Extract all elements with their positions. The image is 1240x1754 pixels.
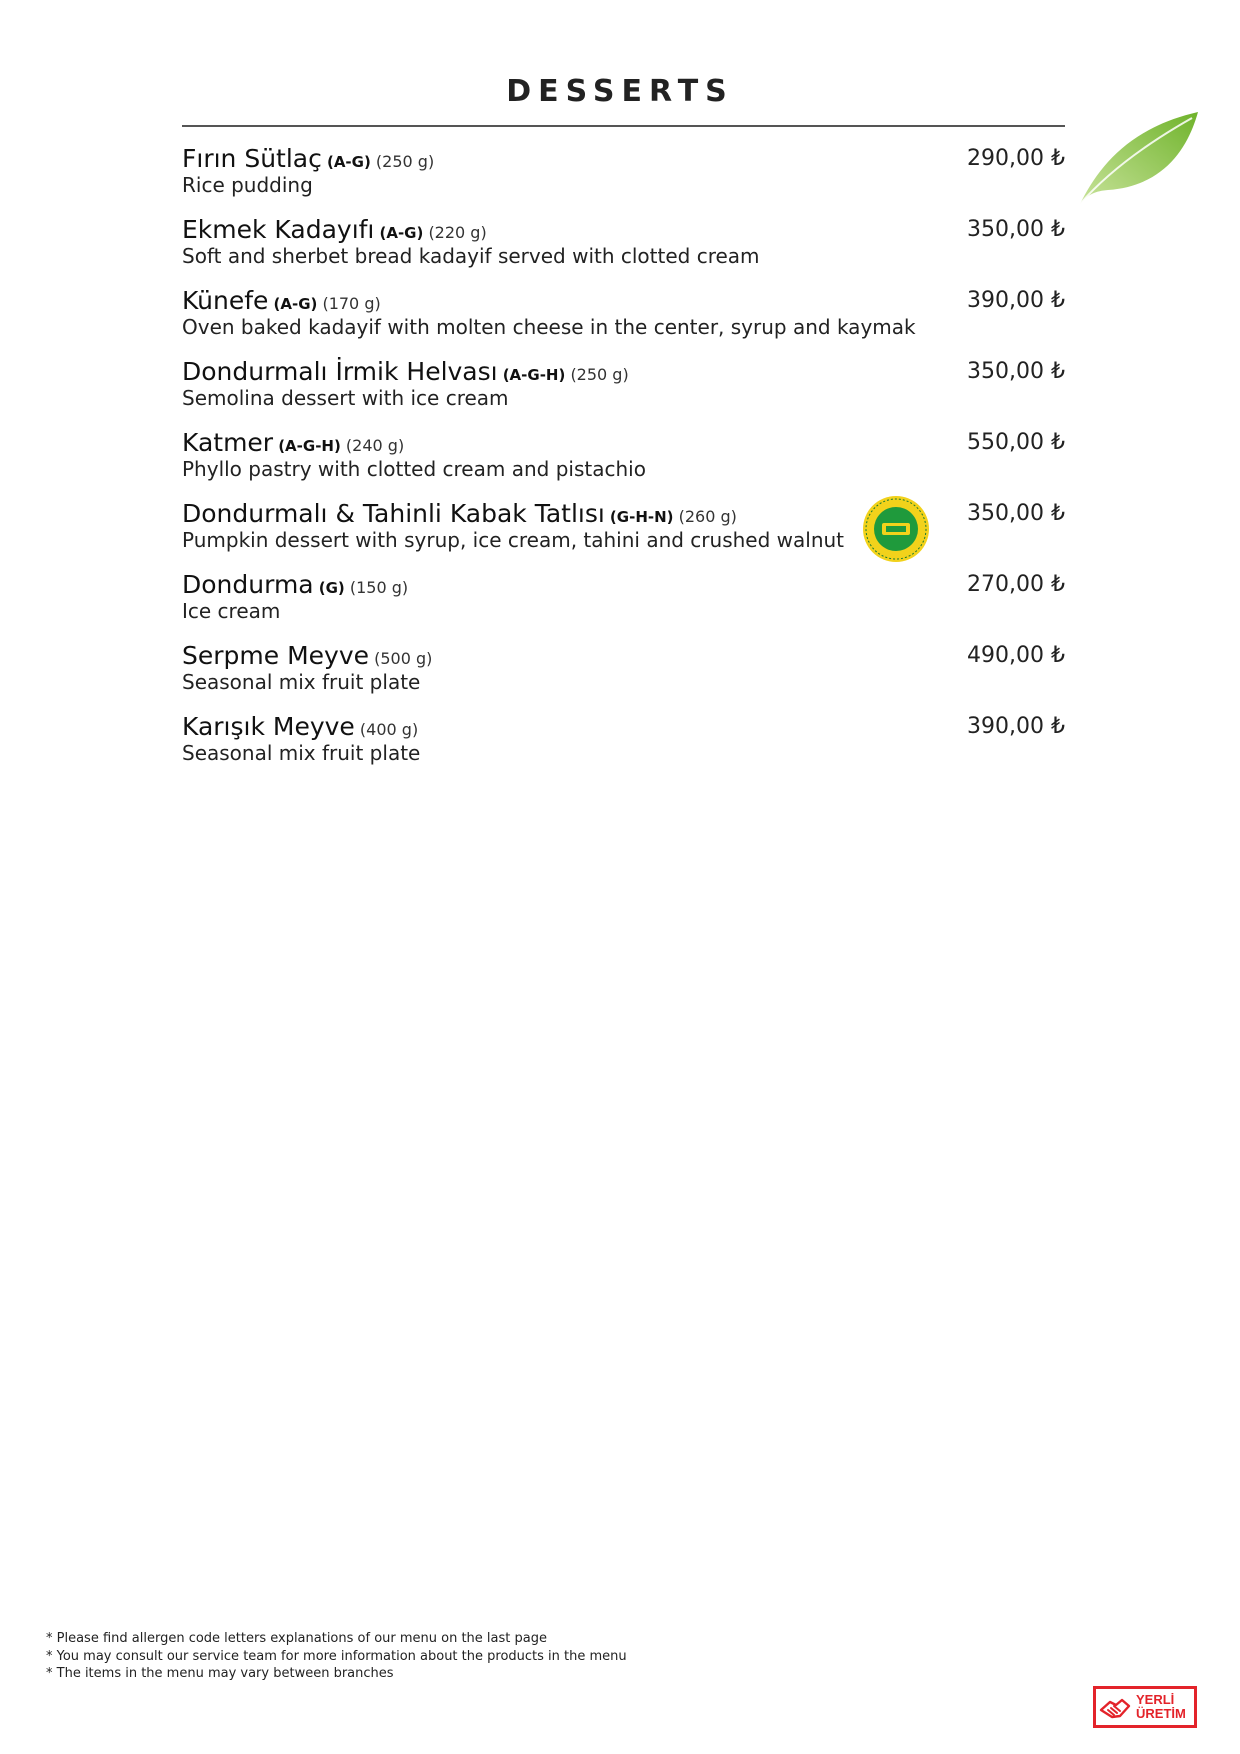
footer-notes <box>46 1630 627 1683</box>
menu-item <box>182 570 1065 641</box>
menu-item <box>182 499 1065 570</box>
item-weight: (170 g) <box>322 294 381 313</box>
item-name: Künefe <box>182 286 269 315</box>
item-weight: (250 g) <box>375 152 435 171</box>
yerli-uretim-logo <box>1093 1686 1197 1728</box>
item-name: Dondurma <box>182 570 314 599</box>
menu-item <box>182 215 1065 286</box>
item-price: 350,00 ₺ <box>967 217 1065 242</box>
menu-item <box>182 286 1065 357</box>
item-description: Pumpkin dessert with syrup, ice cream, tahini and crushed walnut <box>182 528 845 552</box>
item-price: 350,00 ₺ <box>967 359 1065 384</box>
item-price: 390,00 ₺ <box>967 714 1065 739</box>
item-name: Dondurmalı İrmik Helvası <box>182 357 498 386</box>
item-description: Seasonal mix fruit plate <box>182 670 421 694</box>
item-weight: (400 g) <box>359 720 419 739</box>
menu-item <box>182 357 1065 428</box>
allergen-code: (A-G-H) <box>502 366 566 384</box>
allergen-code: (A-G) <box>273 295 318 313</box>
item-name: Fırın Sütlaç <box>182 144 322 173</box>
item-weight: (150 g) <box>349 578 409 597</box>
item-weight: (220 g) <box>428 223 487 242</box>
menu-item <box>182 641 1065 712</box>
footer-note: * Please find allergen code letters explanations of our menu on the last page <box>46 1631 547 1646</box>
item-description: Rice pudding <box>182 173 313 197</box>
footer-note: * The items in the menu may vary between branches <box>46 1666 394 1681</box>
item-name: Dondurmalı & Tahinli Kabak Tatlısı <box>182 499 605 528</box>
menu-item <box>182 712 1065 783</box>
page-title: DESSERTS <box>506 74 734 109</box>
leaf-icon <box>1068 108 1200 208</box>
logo-line-1: YERLİ <box>1136 1692 1175 1707</box>
dessert-menu <box>182 144 1065 783</box>
item-description: Ice cream <box>182 599 281 623</box>
item-name: Serpme Meyve <box>182 641 369 670</box>
allergen-code: (A-G) <box>326 153 371 171</box>
allergen-code: (G) <box>318 579 345 597</box>
item-description: Seasonal mix fruit plate <box>182 741 421 765</box>
footer-note: * You may consult our service team for more information about the products in the menu <box>46 1648 627 1664</box>
menu-item <box>182 428 1065 499</box>
handshake-icon <box>1098 1690 1132 1724</box>
item-price: 390,00 ₺ <box>967 288 1065 313</box>
item-weight: (500 g) <box>374 649 433 668</box>
item-description: Oven baked kadayif with molten cheese in the center, syrup and kaymak <box>182 315 916 339</box>
logo-line-2: ÜRETİM <box>1136 1706 1186 1721</box>
item-name: Karışık Meyve <box>182 712 355 741</box>
item-description: Soft and sherbet bread kadayif served with clotted cream <box>182 244 760 268</box>
item-description: Semolina dessert with ice cream <box>182 386 509 410</box>
item-description: Phyllo pastry with clotted cream and pistachio <box>182 457 646 481</box>
menu-item <box>182 144 1065 215</box>
title-divider <box>182 125 1065 127</box>
item-weight: (260 g) <box>678 507 737 526</box>
allergen-code: (A-G) <box>379 224 424 242</box>
geographical-indication-seal-icon <box>862 495 930 563</box>
item-price: 270,00 ₺ <box>967 572 1065 597</box>
item-price: 490,00 ₺ <box>967 643 1065 668</box>
allergen-code: (G-H-N) <box>609 508 674 526</box>
item-price: 350,00 ₺ <box>967 501 1065 526</box>
item-name: Ekmek Kadayıfı <box>182 215 375 244</box>
item-price: 290,00 ₺ <box>967 146 1065 171</box>
item-price: 550,00 ₺ <box>967 430 1065 455</box>
item-weight: (250 g) <box>570 365 629 384</box>
allergen-code: (A-G-H) <box>278 437 341 455</box>
item-weight: (240 g) <box>345 436 405 455</box>
item-name: Katmer <box>182 428 274 457</box>
